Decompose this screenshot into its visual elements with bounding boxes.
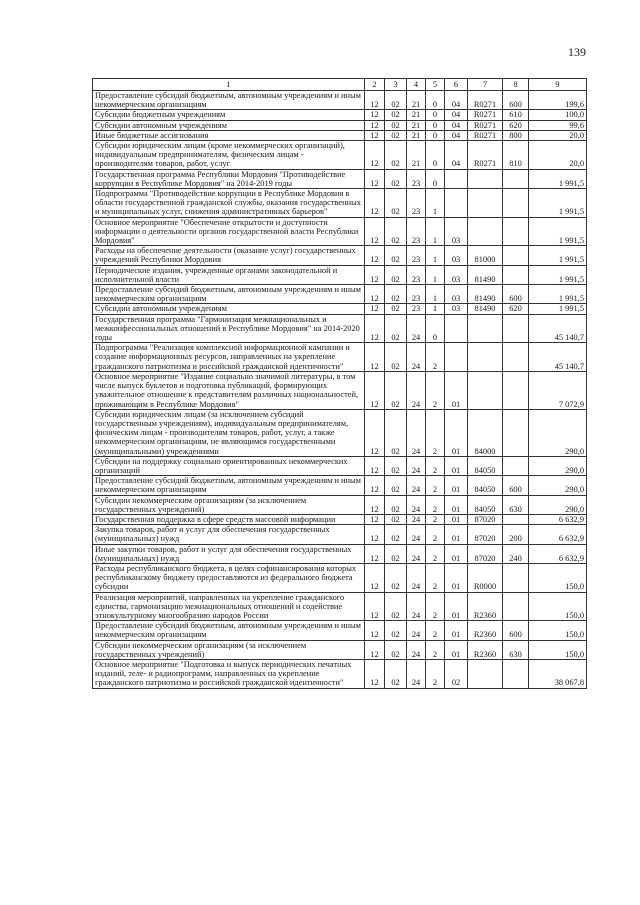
program-code-cell: 24 [407, 621, 426, 640]
section-code-cell: 12 [365, 621, 385, 640]
amount-cell: 7 072,9 [529, 371, 587, 409]
expense-type-code-cell [503, 189, 529, 218]
table-header-row [93, 79, 587, 91]
expense-type-code-cell [503, 563, 529, 592]
subsection-code-cell: 02 [385, 409, 407, 456]
activity-code-cell: 04 [445, 91, 468, 110]
column-header: 9 [529, 79, 587, 91]
amount-cell: 45 140,7 [529, 343, 587, 372]
table-row [93, 621, 587, 640]
activity-code-cell: 03 [445, 217, 468, 246]
amount-cell: 6 632,9 [529, 525, 587, 544]
section-code-cell: 12 [365, 285, 385, 304]
subprogram-code-cell: 2 [426, 456, 445, 475]
program-code-cell: 24 [407, 495, 426, 514]
expense-item-code-cell: R2360 [468, 592, 503, 621]
subprogram-code-cell: 2 [426, 371, 445, 409]
expense-type-code-cell: 630 [503, 495, 529, 514]
activity-code-cell: 04 [445, 130, 468, 140]
expense-item-code-cell: 84050 [468, 495, 503, 514]
subsection-code-cell: 02 [385, 246, 407, 265]
table-row [93, 514, 587, 524]
row-name-cell: Предоставление субсидий бюджетным, автономным учреждениям и иным некоммерческим организациям [93, 621, 365, 640]
activity-code-cell: 01 [445, 544, 468, 563]
expense-item-code-cell: 81490 [468, 265, 503, 284]
section-code-cell: 12 [365, 514, 385, 524]
table-row [93, 285, 587, 304]
expense-type-code-cell: 600 [503, 91, 529, 110]
subprogram-code-cell: 2 [426, 544, 445, 563]
expense-item-code-cell: 87020 [468, 544, 503, 563]
expense-item-code-cell: 81000 [468, 246, 503, 265]
expense-type-code-cell [503, 514, 529, 524]
amount-cell: 100,0 [529, 110, 587, 120]
table-row [93, 189, 587, 218]
activity-code-cell: 01 [445, 409, 468, 456]
expense-type-code-cell [503, 659, 529, 688]
table-row [93, 120, 587, 130]
section-code-cell: 12 [365, 659, 385, 688]
column-header: 3 [385, 79, 407, 91]
subsection-code-cell: 02 [385, 304, 407, 314]
row-name-cell: Субсидии автономным учреждениям [93, 304, 365, 314]
amount-cell: 1 991,5 [529, 217, 587, 246]
expense-item-code-cell: R2360 [468, 621, 503, 640]
amount-cell: 20,0 [529, 141, 587, 170]
program-code-cell: 24 [407, 476, 426, 495]
expense-type-code-cell: 620 [503, 304, 529, 314]
subprogram-code-cell: 2 [426, 409, 445, 456]
subsection-code-cell: 02 [385, 169, 407, 188]
subsection-code-cell: 02 [385, 189, 407, 218]
section-code-cell: 12 [365, 91, 385, 110]
row-name-cell: Субсидии на поддержку социально ориентированных некоммерческих организаций [93, 456, 365, 475]
expense-type-code-cell [503, 592, 529, 621]
row-name-cell: Субсидии автономным учреждениям [93, 120, 365, 130]
subsection-code-cell: 02 [385, 265, 407, 284]
table-row [93, 265, 587, 284]
row-name-cell: Субсидии юридическим лицам (за исключением субсидий государственным учреждениям), индивидуальным предпринимателям, физическим лицам - производителям товаров, работ, услуг, а также некоммерческим организациям, не являющимся государственными (муниципальными) учреждениями [93, 409, 365, 456]
table-row [93, 246, 587, 265]
subprogram-code-cell: 0 [426, 314, 445, 343]
expense-item-code-cell: 81490 [468, 304, 503, 314]
subprogram-code-cell: 0 [426, 169, 445, 188]
subsection-code-cell: 02 [385, 141, 407, 170]
column-header: 6 [445, 79, 468, 91]
amount-cell: 290,0 [529, 495, 587, 514]
subprogram-code-cell: 0 [426, 130, 445, 140]
subprogram-code-cell: 0 [426, 141, 445, 170]
table-row [93, 476, 587, 495]
column-header: 7 [468, 79, 503, 91]
expense-type-code-cell [503, 169, 529, 188]
subsection-code-cell: 02 [385, 476, 407, 495]
program-code-cell: 21 [407, 110, 426, 120]
subsection-code-cell: 02 [385, 544, 407, 563]
amount-cell: 45 140,7 [529, 314, 587, 343]
expense-item-code-cell [468, 343, 503, 372]
subsection-code-cell: 02 [385, 456, 407, 475]
activity-code-cell: 01 [445, 563, 468, 592]
activity-code-cell: 03 [445, 285, 468, 304]
section-code-cell: 12 [365, 246, 385, 265]
subprogram-code-cell: 2 [426, 514, 445, 524]
subprogram-code-cell: 2 [426, 621, 445, 640]
row-name-cell: Предоставление субсидий бюджетным, автономным учреждениям и иным некоммерческим организациям [93, 476, 365, 495]
activity-code-cell [445, 189, 468, 218]
section-code-cell: 12 [365, 189, 385, 218]
program-code-cell: 24 [407, 544, 426, 563]
column-header: 2 [365, 79, 385, 91]
table-body [93, 91, 587, 689]
program-code-cell: 24 [407, 343, 426, 372]
amount-cell: 150,0 [529, 640, 587, 659]
activity-code-cell: 01 [445, 621, 468, 640]
table-row [93, 169, 587, 188]
program-code-cell: 23 [407, 169, 426, 188]
table-row [93, 371, 587, 409]
subsection-code-cell: 02 [385, 621, 407, 640]
subprogram-code-cell: 1 [426, 285, 445, 304]
amount-cell: 6 632,9 [529, 544, 587, 563]
subprogram-code-cell: 2 [426, 563, 445, 592]
section-code-cell: 12 [365, 495, 385, 514]
program-code-cell: 24 [407, 514, 426, 524]
subprogram-code-cell: 1 [426, 304, 445, 314]
section-code-cell: 12 [365, 456, 385, 475]
expense-item-code-cell: 87020 [468, 525, 503, 544]
row-name-cell: Предоставление субсидий бюджетным, автономным учреждениям и иным некоммерческим организациям [93, 91, 365, 110]
expense-type-code-cell: 810 [503, 141, 529, 170]
expense-type-code-cell [503, 217, 529, 246]
section-code-cell: 12 [365, 525, 385, 544]
expense-item-code-cell: R2360 [468, 640, 503, 659]
program-code-cell: 23 [407, 189, 426, 218]
activity-code-cell [445, 314, 468, 343]
subsection-code-cell: 02 [385, 371, 407, 409]
expense-type-code-cell [503, 265, 529, 284]
subsection-code-cell: 02 [385, 343, 407, 372]
subprogram-code-cell: 2 [426, 659, 445, 688]
subsection-code-cell: 02 [385, 110, 407, 120]
expense-item-code-cell: 84050 [468, 476, 503, 495]
program-code-cell: 23 [407, 217, 426, 246]
row-name-cell: Основное мероприятие "Обеспечение открытости и доступности информации о деятельности органов государственной власти Республики Мордовия" [93, 217, 365, 246]
program-code-cell: 21 [407, 141, 426, 170]
row-name-cell: Государственная программа "Гармонизация межнациональных и межконфессиональных отношений в Республике Мордовия" на 2014-2020 годы [93, 314, 365, 343]
amount-cell: 290,0 [529, 456, 587, 475]
activity-code-cell: 01 [445, 514, 468, 524]
page-number: 139 [568, 45, 586, 59]
row-name-cell: Иные закупки товаров, работ и услуг для обеспечения государственных (муниципальных) нужд [93, 544, 365, 563]
activity-code-cell: 01 [445, 371, 468, 409]
amount-cell: 199,6 [529, 91, 587, 110]
row-name-cell: Расходы на обеспечение деятельности (оказание услуг) государственных учреждений Республики Мордовия [93, 246, 365, 265]
row-name-cell: Субсидии некоммерческим организациям (за исключением государственных учреждений) [93, 495, 365, 514]
subprogram-code-cell: 1 [426, 246, 445, 265]
table-row [93, 110, 587, 120]
activity-code-cell: 04 [445, 120, 468, 130]
table-row [93, 217, 587, 246]
row-name-cell: Основное мероприятие "Издание социально значимой литературы, в том числе выпуск буклетов и подготовка публикаций, формирующих уважительное отношение к представителям различных национальностей, проживающим в Республике Мордовия" [93, 371, 365, 409]
section-code-cell: 12 [365, 409, 385, 456]
section-code-cell: 12 [365, 217, 385, 246]
activity-code-cell: 01 [445, 592, 468, 621]
activity-code-cell: 01 [445, 456, 468, 475]
expense-item-code-cell: 84050 [468, 456, 503, 475]
subsection-code-cell: 02 [385, 495, 407, 514]
table-row [93, 141, 587, 170]
activity-code-cell: 01 [445, 495, 468, 514]
program-code-cell: 21 [407, 130, 426, 140]
subprogram-code-cell: 0 [426, 110, 445, 120]
row-name-cell: Государственная поддержка в сфере средств массовой информации [93, 514, 365, 524]
expense-item-code-cell: R0000 [468, 563, 503, 592]
program-code-cell: 24 [407, 371, 426, 409]
section-code-cell: 12 [365, 120, 385, 130]
amount-cell: 150,0 [529, 621, 587, 640]
expense-type-code-cell: 600 [503, 476, 529, 495]
table-row [93, 91, 587, 110]
activity-code-cell: 04 [445, 141, 468, 170]
subprogram-code-cell: 2 [426, 525, 445, 544]
table-row [93, 456, 587, 475]
section-code-cell: 12 [365, 343, 385, 372]
expense-item-code-cell: R0271 [468, 141, 503, 170]
row-name-cell: Расходы республиканского бюджета, в целях софинансирования которых республиканскому бюджету предоставляются из федерального бюджета субсидии [93, 563, 365, 592]
amount-cell: 1 991,5 [529, 189, 587, 218]
expense-item-code-cell: 81490 [468, 285, 503, 304]
section-code-cell: 12 [365, 110, 385, 120]
expense-type-code-cell: 600 [503, 285, 529, 304]
column-header: 8 [503, 79, 529, 91]
row-name-cell: Субсидии юридическим лицам (кроме некоммерческих организаций), индивидуальным предпринимателям, физическим лицам - производителям товаров, работ, услуг [93, 141, 365, 170]
program-code-cell: 23 [407, 285, 426, 304]
program-code-cell: 21 [407, 91, 426, 110]
table-row [93, 592, 587, 621]
expense-item-code-cell [468, 371, 503, 409]
program-code-cell: 24 [407, 456, 426, 475]
amount-cell: 1 991,5 [529, 285, 587, 304]
expense-type-code-cell [503, 314, 529, 343]
program-code-cell: 23 [407, 265, 426, 284]
activity-code-cell [445, 343, 468, 372]
subprogram-code-cell: 2 [426, 592, 445, 621]
section-code-cell: 12 [365, 544, 385, 563]
subsection-code-cell: 02 [385, 525, 407, 544]
activity-code-cell: 01 [445, 640, 468, 659]
amount-cell: 290,0 [529, 476, 587, 495]
expense-item-code-cell [468, 217, 503, 246]
expense-type-code-cell [503, 456, 529, 475]
expense-type-code-cell: 800 [503, 130, 529, 140]
section-code-cell: 12 [365, 314, 385, 343]
table-row [93, 314, 587, 343]
row-name-cell: Субсидии некоммерческим организациям (за исключением государственных учреждений) [93, 640, 365, 659]
amount-cell: 1 991,5 [529, 169, 587, 188]
subprogram-code-cell: 1 [426, 217, 445, 246]
row-name-cell: Основное мероприятие "Подготовка и выпуск периодических печатных изданий, теле- и радиопрограмм, направленных на укрепление гражданского патриотизма и российской гражданской идентичности" [93, 659, 365, 688]
table-row [93, 544, 587, 563]
activity-code-cell [445, 169, 468, 188]
amount-cell: 6 632,9 [529, 514, 587, 524]
table-row [93, 130, 587, 140]
subsection-code-cell: 02 [385, 130, 407, 140]
expense-type-code-cell: 630 [503, 640, 529, 659]
section-code-cell: 12 [365, 130, 385, 140]
section-code-cell: 12 [365, 563, 385, 592]
table-row [93, 659, 587, 688]
expense-item-code-cell: R0271 [468, 110, 503, 120]
row-name-cell: Государственная программа Республики Мордовия "Противодействие коррупции в Республике Мордовия" на 2014-2019 годы [93, 169, 365, 188]
subprogram-code-cell: 2 [426, 343, 445, 372]
amount-cell: 150,0 [529, 563, 587, 592]
subprogram-code-cell: 2 [426, 495, 445, 514]
section-code-cell: 12 [365, 141, 385, 170]
subsection-code-cell: 02 [385, 285, 407, 304]
activity-code-cell: 02 [445, 659, 468, 688]
activity-code-cell: 01 [445, 525, 468, 544]
row-name-cell: Иные бюджетные ассигнования [93, 130, 365, 140]
table-row [93, 304, 587, 314]
subsection-code-cell: 02 [385, 563, 407, 592]
expense-type-code-cell [503, 371, 529, 409]
section-code-cell: 12 [365, 265, 385, 284]
subsection-code-cell: 02 [385, 514, 407, 524]
program-code-cell: 24 [407, 314, 426, 343]
table-row [93, 525, 587, 544]
amount-cell: 1 991,5 [529, 246, 587, 265]
subsection-code-cell: 02 [385, 640, 407, 659]
subsection-code-cell: 02 [385, 659, 407, 688]
expense-type-code-cell: 240 [503, 544, 529, 563]
program-code-cell: 24 [407, 592, 426, 621]
expense-type-code-cell: 600 [503, 621, 529, 640]
amount-cell: 38 067,8 [529, 659, 587, 688]
subsection-code-cell: 02 [385, 592, 407, 621]
expense-item-code-cell [468, 169, 503, 188]
program-code-cell: 24 [407, 659, 426, 688]
subsection-code-cell: 02 [385, 314, 407, 343]
expense-type-code-cell [503, 343, 529, 372]
expense-item-code-cell: R0271 [468, 130, 503, 140]
activity-code-cell: 03 [445, 304, 468, 314]
row-name-cell: Подпрограмма "Противодействие коррупции в Республике Мордовия в области государственной гражданской службы, оказания государственных и муниципальных услуг, снижения административных барьеров" [93, 189, 365, 218]
subprogram-code-cell: 0 [426, 120, 445, 130]
column-header: 1 [93, 79, 365, 91]
program-code-cell: 24 [407, 563, 426, 592]
program-code-cell: 24 [407, 409, 426, 456]
table-row [93, 640, 587, 659]
section-code-cell: 12 [365, 304, 385, 314]
expense-item-code-cell [468, 659, 503, 688]
column-header: 4 [407, 79, 426, 91]
row-name-cell: Субсидии бюджетным учреждениям [93, 110, 365, 120]
activity-code-cell: 01 [445, 476, 468, 495]
activity-code-cell: 04 [445, 110, 468, 120]
amount-cell: 20,0 [529, 130, 587, 140]
amount-cell: 150,0 [529, 592, 587, 621]
expense-item-code-cell [468, 314, 503, 343]
expense-type-code-cell: 610 [503, 110, 529, 120]
amount-cell: 290,0 [529, 409, 587, 456]
row-name-cell: Подпрограмма "Реализация комплексной информационной кампании и создание информационных ресурсов, направленных на укрепление гражданского патриотизма и российской гражданской идентичности" [93, 343, 365, 372]
expense-type-code-cell [503, 246, 529, 265]
program-code-cell: 23 [407, 304, 426, 314]
section-code-cell: 12 [365, 169, 385, 188]
row-name-cell: Периодические издания, учрежденные органами законодательной и исполнительной власти [93, 265, 365, 284]
table-row [93, 495, 587, 514]
expense-item-code-cell: 87020 [468, 514, 503, 524]
subprogram-code-cell: 2 [426, 476, 445, 495]
subsection-code-cell: 02 [385, 217, 407, 246]
section-code-cell: 12 [365, 640, 385, 659]
subprogram-code-cell: 1 [426, 265, 445, 284]
row-name-cell: Закупка товаров, работ и услуг для обеспечения государственных (муниципальных) нужд [93, 525, 365, 544]
amount-cell: 1 991,5 [529, 304, 587, 314]
expense-item-code-cell: 84000 [468, 409, 503, 456]
program-code-cell: 23 [407, 246, 426, 265]
expense-type-code-cell: 200 [503, 525, 529, 544]
subsection-code-cell: 02 [385, 91, 407, 110]
expense-type-code-cell [503, 409, 529, 456]
row-name-cell: Предоставление субсидий бюджетным, автономным учреждениям и иным некоммерческим организациям [93, 285, 365, 304]
amount-cell: 1 991,5 [529, 265, 587, 284]
table-row [93, 563, 587, 592]
row-name-cell: Реализация мероприятий, направленных на укрепление гражданского единства, гармонизацию межнациональных отношений и содействие этнокультурному многообразию народов России [93, 592, 365, 621]
section-code-cell: 12 [365, 476, 385, 495]
column-header: 5 [426, 79, 445, 91]
expense-type-code-cell: 620 [503, 120, 529, 130]
expense-item-code-cell [468, 189, 503, 218]
program-code-cell: 24 [407, 525, 426, 544]
table-row [93, 343, 587, 372]
section-code-cell: 12 [365, 371, 385, 409]
budget-table [92, 78, 587, 689]
activity-code-cell: 03 [445, 265, 468, 284]
subprogram-code-cell: 0 [426, 91, 445, 110]
expense-item-code-cell: R0271 [468, 120, 503, 130]
subsection-code-cell: 02 [385, 120, 407, 130]
subprogram-code-cell: 1 [426, 189, 445, 218]
program-code-cell: 21 [407, 120, 426, 130]
amount-cell: 99,6 [529, 120, 587, 130]
expense-item-code-cell: R0271 [468, 91, 503, 110]
section-code-cell: 12 [365, 592, 385, 621]
table-row [93, 409, 587, 456]
activity-code-cell: 03 [445, 246, 468, 265]
subprogram-code-cell: 2 [426, 640, 445, 659]
program-code-cell: 24 [407, 640, 426, 659]
